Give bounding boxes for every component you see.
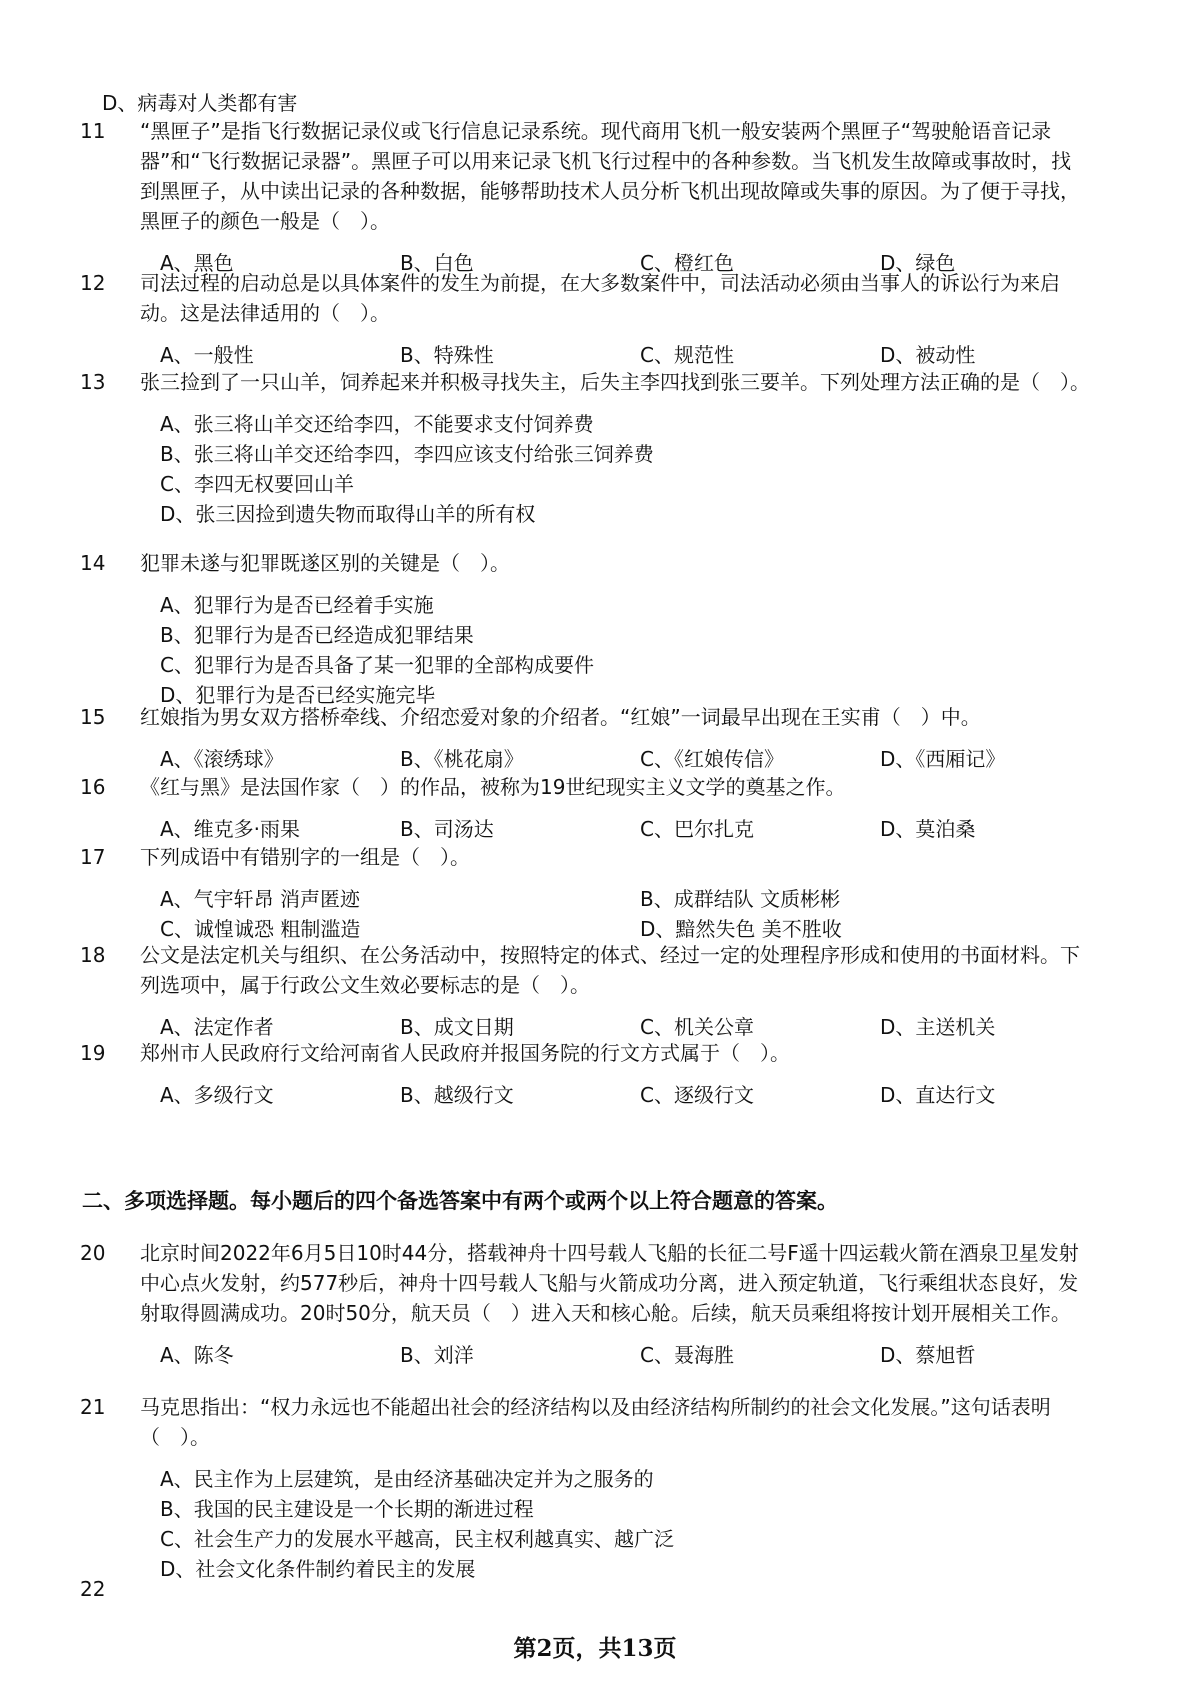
question-number: 19 [80, 1041, 106, 1065]
option-b: B、刘洋 [400, 1343, 474, 1367]
question-number: 16 [80, 775, 106, 799]
question-text: 郑州市人民政府行文给河南省人民政府并报国务院的行文方式属于（ ）。 [140, 1041, 790, 1065]
option-list [160, 409, 1090, 529]
question-17 [80, 842, 1090, 944]
question-number: 21 [80, 1395, 106, 1419]
option-c: C、诚惶诚恐 粗制滥造 [160, 917, 361, 941]
option-c: C、李四无权要回山羊 [160, 472, 354, 496]
page-footer: 第2页，共13页 [513, 1635, 677, 1662]
option-list [160, 590, 1090, 710]
option-d: D、社会文化条件制约着民主的发展 [160, 1557, 476, 1581]
question-number: 18 [80, 943, 106, 967]
option-b: B、犯罪行为是否已经造成犯罪结果 [160, 623, 474, 647]
option-c: C、规范性 [640, 343, 734, 367]
option-b: B、我国的民主建设是一个长期的渐进过程 [160, 1497, 534, 1521]
option-c: C、巴尔扎克 [640, 817, 754, 841]
question-text: “黑匣子”是指飞行数据记录仪或飞行信息记录系统。现代商用飞机一般安装两个黑匣子“驾驶舱语音记录器”和“飞行数据记录器”。黑匣子可以用来记录飞机飞行过程中的各种参数。当飞机发生故障或事故时，找到黑匣子，从中读出记录的各种数据，能够帮助技术人员分析飞机出现故障或失事的原因。为了便于寻找，黑匣子的颜色一般是（ ）。 [140, 119, 1080, 233]
option-d: D、主送机关 [880, 1015, 996, 1039]
option-d: D、犯罪行为是否已经实施完毕 [160, 683, 436, 707]
option-c: C、机关公章 [640, 1015, 754, 1039]
section-heading: 二、多项选择题。每小题后的四个备选答案中有两个或两个以上符合题意的答案。 [82, 1188, 838, 1213]
option-d: D、绿色 [880, 251, 956, 275]
option-b: B、张三将山羊交还给李四，李四应该支付给张三饲养费 [160, 442, 654, 466]
option-a: A、气宇轩昂 消声匿迹 [160, 887, 361, 911]
question-number: 13 [80, 370, 106, 394]
question-14 [80, 548, 1090, 710]
option-a: A、一般性 [160, 343, 254, 367]
option-d: D、被动性 [880, 343, 976, 367]
option-b: B、司汤达 [400, 817, 494, 841]
question-number: 22 [80, 1577, 106, 1601]
option-grid [160, 884, 1090, 944]
option-d: D、直达行文 [880, 1083, 996, 1107]
option-row [160, 1080, 1090, 1110]
question-20 [80, 1238, 1090, 1370]
question-18 [80, 940, 1090, 1042]
question-text: 马克思指出：“权力永远也不能超出社会的经济结构以及由经济结构所制约的社会文化发展。”这句话表明（ ）。 [140, 1395, 1051, 1449]
option-a: A、维克多·雨果 [160, 817, 301, 841]
question-text: 张三捡到了一只山羊，饲养起来并积极寻找失主，后失主李四找到张三要羊。下列处理方法正确的是（ ）。 [140, 370, 1090, 394]
question-11 [80, 116, 1090, 278]
option-a: A、多级行文 [160, 1083, 274, 1107]
question-19 [80, 1038, 1090, 1110]
option-b: B、成文日期 [400, 1015, 514, 1039]
option-b: B、越级行文 [400, 1083, 514, 1107]
option-c: C、《红娘传信》 [640, 747, 784, 771]
option-a: A、张三将山羊交还给李四，不能要求支付饲养费 [160, 412, 594, 436]
option-d: D、蔡旭哲 [880, 1343, 976, 1367]
option-row [160, 340, 1090, 370]
option-d: D、张三因捡到遗失物而取得山羊的所有权 [160, 502, 536, 526]
option-a: A、陈冬 [160, 1343, 234, 1367]
option-c: C、社会生产力的发展水平越高，民主权利越真实、越广泛 [160, 1527, 674, 1551]
option-row [160, 744, 1090, 774]
option-c: C、逐级行文 [640, 1083, 754, 1107]
question-text: 下列成语中有错别字的一组是（ ）。 [140, 845, 470, 869]
option-c: C、聂海胜 [640, 1343, 734, 1367]
option-row [160, 1340, 1090, 1370]
option-row [160, 814, 1090, 844]
option-list [160, 1464, 1090, 1584]
option-b: B、成群结队 文质彬彬 [640, 887, 841, 911]
question-number: 11 [80, 119, 106, 143]
option-b: B、《桃花扇》 [400, 747, 524, 771]
option-d: D、《西厢记》 [880, 747, 1006, 771]
question-12 [80, 268, 1090, 370]
question-16 [80, 772, 1090, 844]
question-number: 14 [80, 551, 106, 575]
question-text: 司法过程的启动总是以具体案件的发生为前提，在大多数案件中，司法活动必须由当事人的诉讼行为来启动。这是法律适用的（ ）。 [140, 271, 1060, 325]
question-number: 12 [80, 271, 106, 295]
question-15 [80, 702, 1090, 774]
option-c: C、犯罪行为是否具备了某一犯罪的全部构成要件 [160, 653, 594, 677]
q10-option-d: D、病毒对人类都有害 [102, 91, 298, 115]
question-21 [80, 1392, 1090, 1584]
option-b: B、白色 [400, 251, 474, 275]
option-a: A、犯罪行为是否已经着手实施 [160, 593, 434, 617]
option-b: B、特殊性 [400, 343, 494, 367]
option-a: A、黑色 [160, 251, 234, 275]
option-a: A、民主作为上层建筑，是由经济基础决定并为之服务的 [160, 1467, 654, 1491]
question-number: 20 [80, 1241, 106, 1265]
option-d: D、莫泊桑 [880, 817, 976, 841]
question-number: 17 [80, 845, 106, 869]
question-number: 15 [80, 705, 106, 729]
question-text: 红娘指为男女双方搭桥牵线、介绍恋爱对象的介绍者。“红娘”一词最早出现在王实甫（ ）中。 [140, 705, 981, 729]
option-d: D、黯然失色 美不胜收 [640, 917, 842, 941]
question-text: 犯罪未遂与犯罪既遂区别的关键是（ ）。 [140, 551, 510, 575]
question-text: 公文是法定机关与组织、在公务活动中，按照特定的体式、经过一定的处理程序形成和使用的书面材料。下列选项中，属于行政公文生效必要标志的是（ ）。 [140, 943, 1080, 997]
question-text: 北京时间2022年6月5日10时44分，搭载神舟十四号载人飞船的长征二号F遥十四运载火箭在酒泉卫星发射中心点火发射，约577秒后，神舟十四号载人飞船与火箭成功分离，进入预定轨道，飞行乘组状态良好，发射取得圆满成功。20时50分，航天员（ ）进入天和核心舱。后续，航天员乘组将按计划开展相关工作。 [140, 1241, 1079, 1325]
option-c: C、橙红色 [640, 251, 734, 275]
question-text: 《红与黑》是法国作家（ ）的作品，被称为19世纪现实主义文学的奠基之作。 [140, 775, 846, 799]
option-a: A、《滚绣球》 [160, 747, 284, 771]
question-22 [80, 1574, 1090, 1604]
question-13 [80, 367, 1090, 529]
option-a: A、法定作者 [160, 1015, 274, 1039]
